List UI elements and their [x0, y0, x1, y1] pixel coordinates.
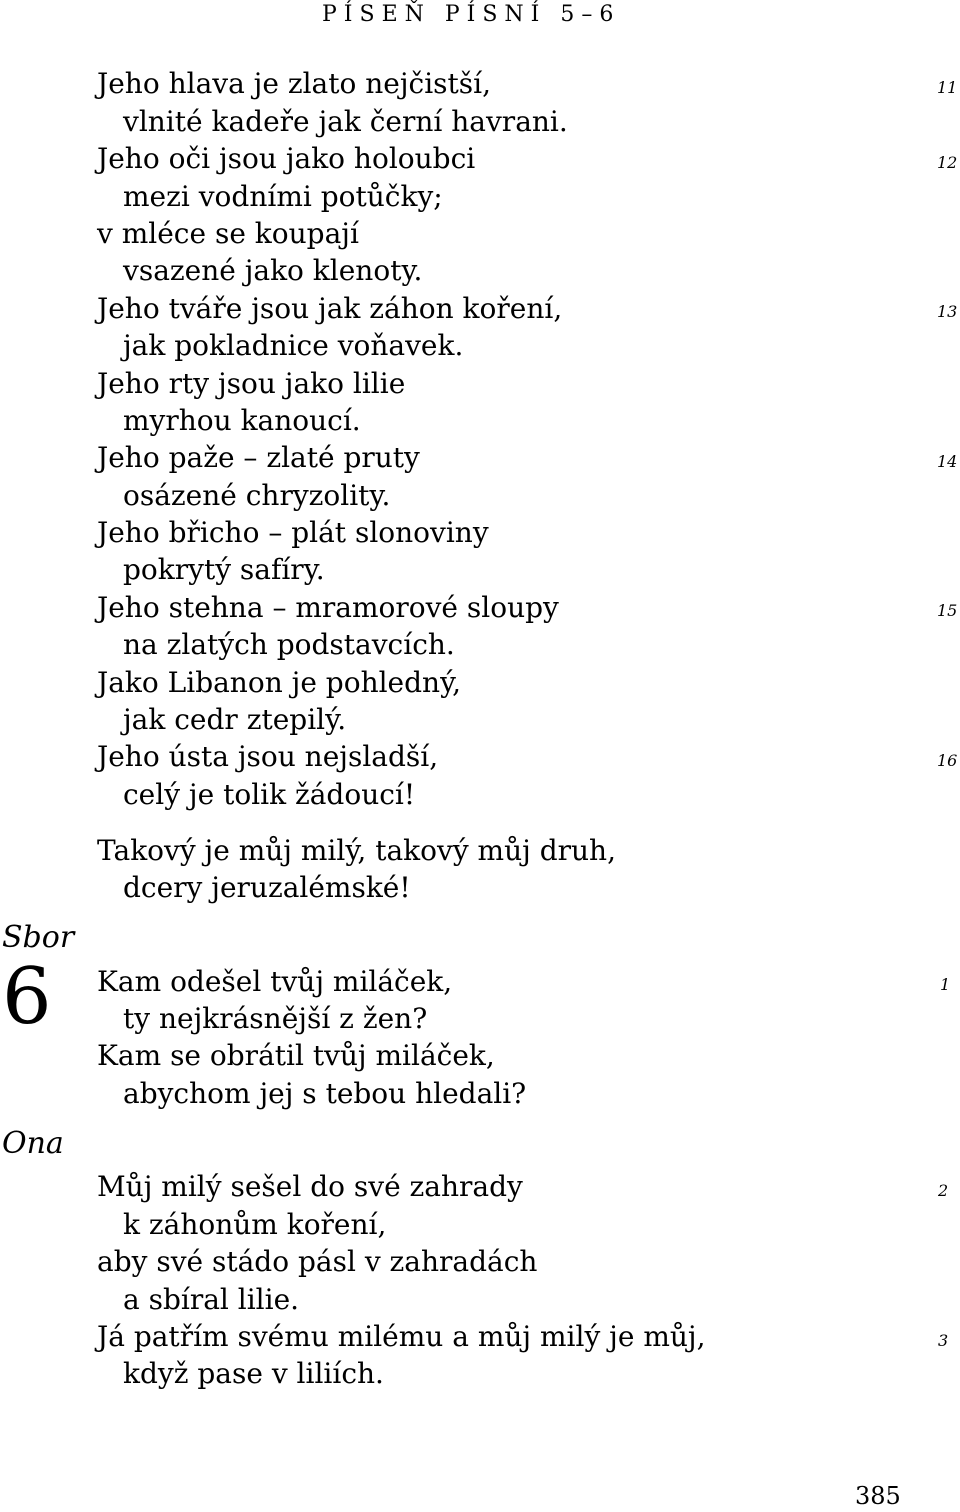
verse-number: 14	[937, 452, 958, 471]
verse-line: abychom jej s tebou hledali?	[123, 1077, 527, 1110]
verse-line: vsazené jako klenoty.	[123, 254, 423, 287]
verse-line: Kam se obrátil tvůj miláček,	[97, 1039, 495, 1072]
verse-line: k záhonům koření,	[123, 1208, 387, 1241]
verse-line: Jeho tváře jsou jak záhon koření,	[97, 292, 563, 325]
verse-line: pokrytý safíry.	[123, 553, 325, 586]
speaker-label-sbor: Sbor	[2, 920, 75, 955]
verse-line: Jeho ústa jsou nejsladší,	[97, 740, 439, 773]
verse-line: vlnité kadeře jak černí havrani.	[123, 105, 568, 138]
verse-line: jak pokladnice voňavek.	[123, 329, 464, 362]
verse-number: 13	[937, 302, 958, 321]
verse-line: v mléce se koupají	[97, 217, 359, 250]
verse-number: 16	[937, 751, 958, 770]
verse-line: Jeho hlava je zlato nejčistší,	[97, 67, 492, 100]
verse-line: aby své stádo pásl v zahradách	[97, 1245, 538, 1278]
verse-number: 3	[938, 1331, 949, 1350]
verse-line: dcery jeruzalémské!	[123, 871, 411, 904]
page-number: 385	[855, 1482, 901, 1510]
verse-line: a sbíral lilie.	[123, 1283, 300, 1316]
verse-line: Jeho břicho – plát slonoviny	[97, 516, 489, 549]
verse-line: mezi vodními potůčky;	[123, 180, 443, 213]
verse-line: na zlatých podstavcích.	[123, 628, 455, 661]
verse-line: Jeho rty jsou jako lilie	[97, 367, 406, 400]
speaker-label-ona: Ona	[2, 1126, 64, 1161]
chapter-number: 6	[2, 952, 52, 1042]
verse-number: 12	[937, 153, 958, 172]
verse-line: Jeho stehna – mramorové sloupy	[97, 591, 559, 624]
verse-line: myrhou kanoucí.	[123, 404, 361, 437]
running-header: PÍSEŇ PÍSNÍ 5–6	[322, 2, 621, 27]
verse-line: Jeho paže – zlaté pruty	[97, 441, 420, 474]
verse-number: 11	[937, 78, 958, 97]
verse-line: když pase v liliích.	[123, 1357, 384, 1390]
verse-line: Jeho oči jsou jako holoubci	[97, 142, 476, 175]
verse-line: osázené chryzolity.	[123, 479, 391, 512]
verse-line: jak cedr ztepilý.	[123, 703, 347, 736]
verse-line: celý je tolik žádoucí!	[123, 778, 416, 811]
verse-line: Kam odešel tvůj miláček,	[97, 965, 453, 998]
verse-line: Já patřím svému milému a můj milý je můj,	[97, 1320, 706, 1353]
verse-number: 15	[937, 601, 958, 620]
verse-number: 1	[940, 975, 951, 994]
verse-line: ty nejkrásnější z žen?	[123, 1002, 428, 1035]
verse-line: Můj milý sešel do své zahrady	[97, 1170, 523, 1203]
verse-line: Jako Libanon je pohledný,	[97, 666, 462, 699]
verse-line: Takový je můj milý, takový můj druh,	[97, 834, 616, 867]
verse-number: 2	[938, 1181, 949, 1200]
